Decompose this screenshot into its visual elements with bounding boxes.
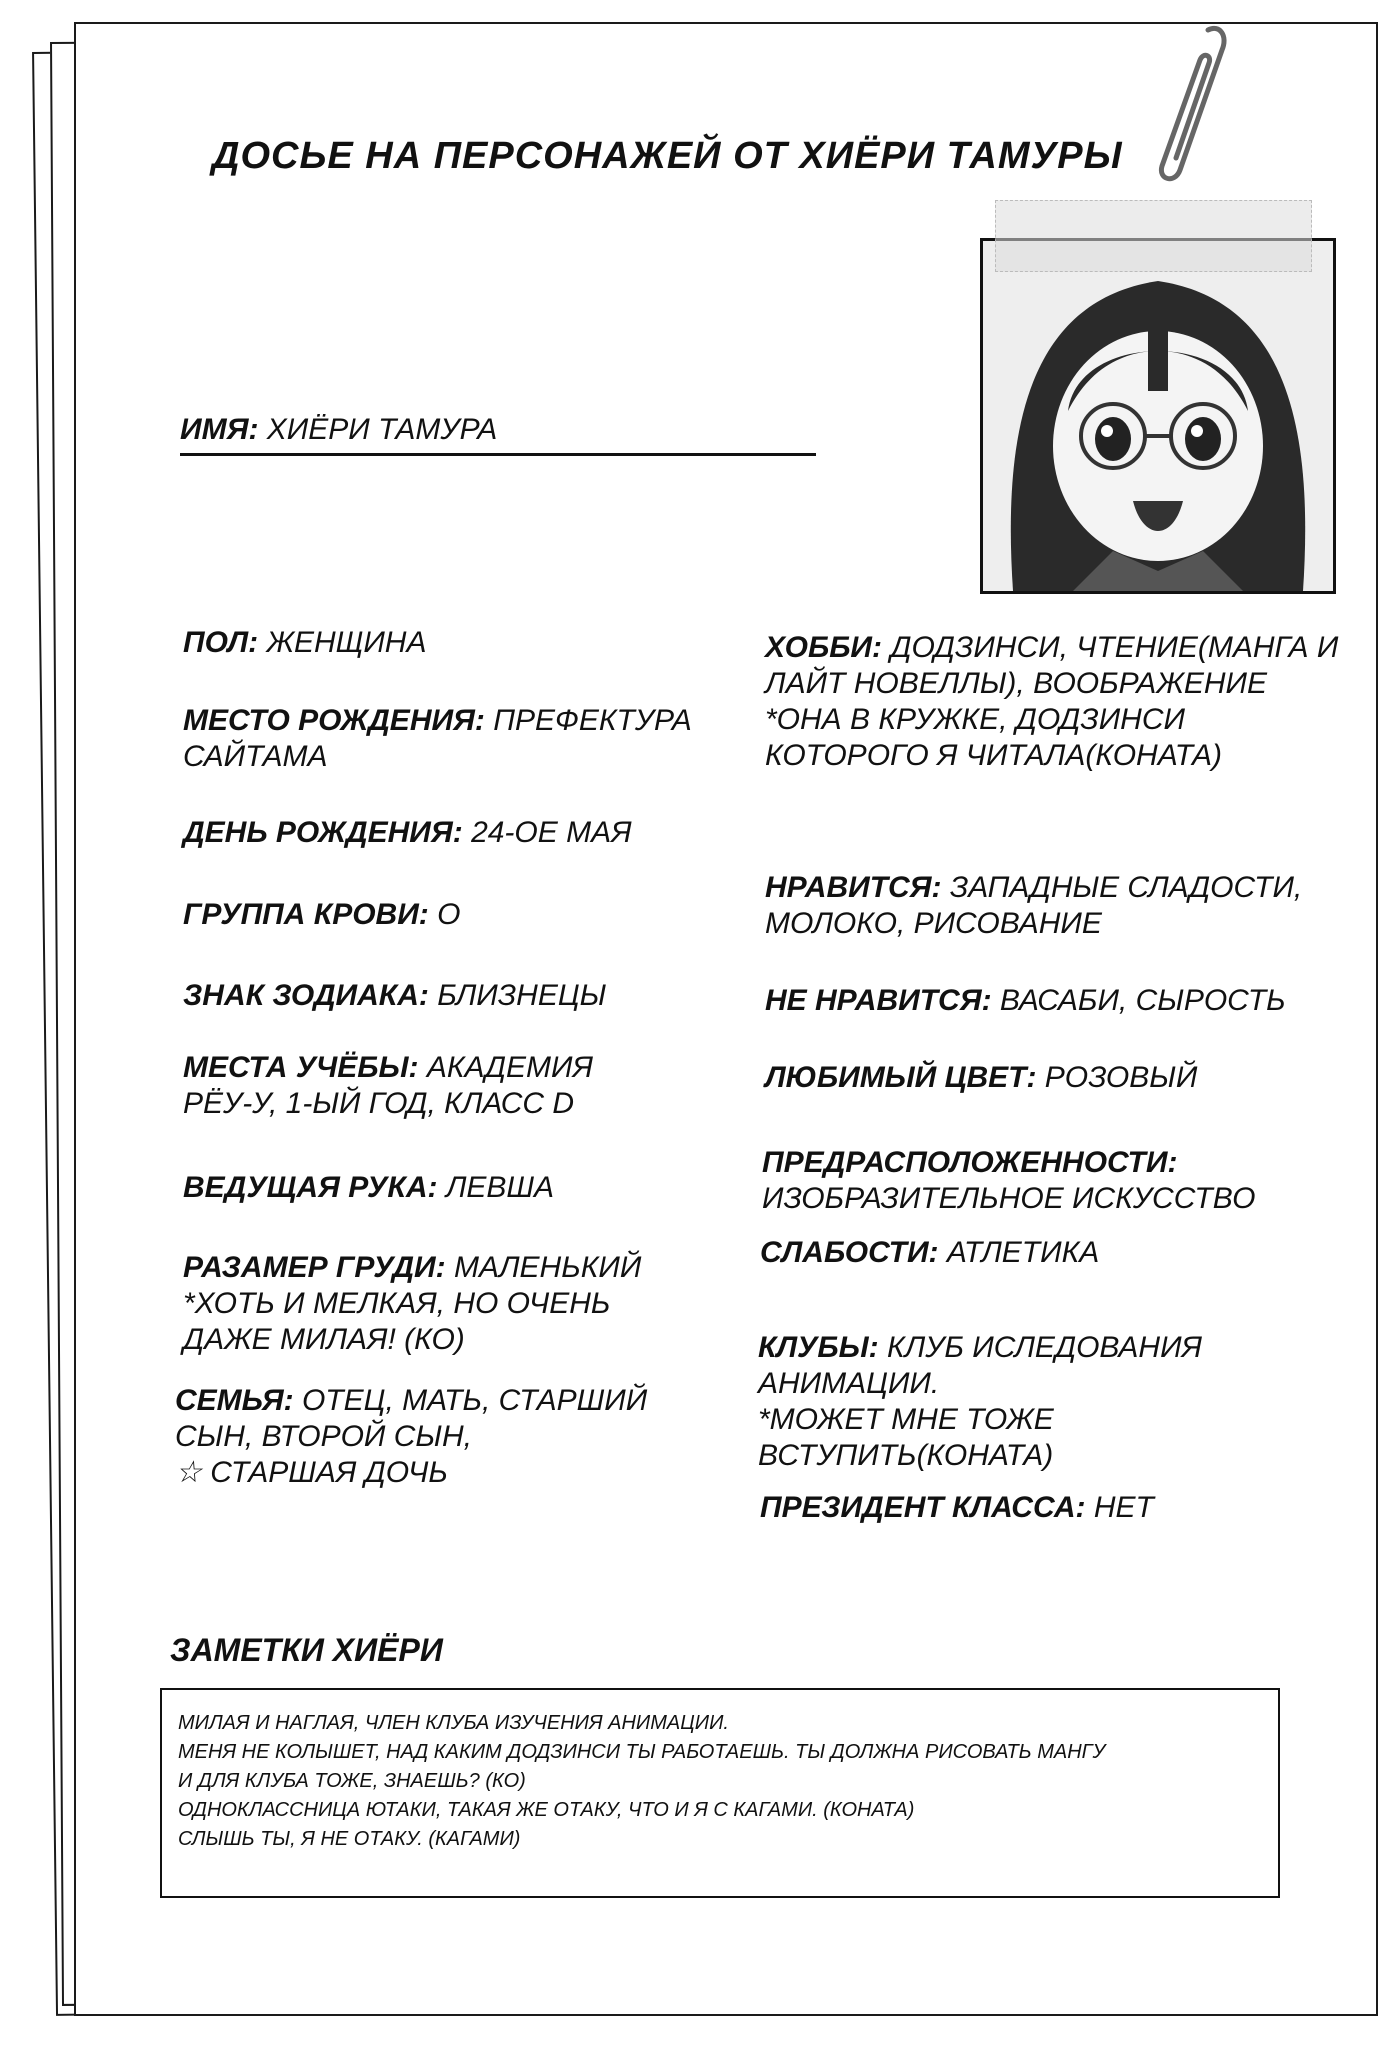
- field-birthplace: МЕСТО РОЖДЕНИЯ: ПРЕФЕКТУРА САЙТАМА: [183, 704, 692, 773]
- field-predispositions: ПРЕДРАСПОЛОЖЕННОСТИ: ИЗОБРАЗИТЕЛЬНОЕ ИСКУССТВО: [762, 1146, 1256, 1215]
- field-chest-size: РАЗАМЕР ГРУДИ: МАЛЕНЬКИЙ *ХОТЬ И МЕЛКАЯ, НО ОЧЕНЬ ДАЖЕ МИЛАЯ! (КО): [183, 1250, 703, 1358]
- field-favorite-color: ЛЮБИМЫЙ ЦВЕТ: РОЗОВЫЙ: [765, 1061, 1198, 1094]
- field-note: *МОЖЕТ МНЕ ТОЖЕ ВСТУПИТЬ(КОНАТА): [758, 1403, 1054, 1472]
- notes-line: И ДЛЯ КЛУБА ТОЖЕ, ЗНАЕШЬ? (КО): [178, 1770, 526, 1792]
- field-gender: ПОЛ: ЖЕНЩИНА: [183, 626, 427, 659]
- field-zodiac: ЗНАК ЗОДИАКА: БЛИЗНЕЦЫ: [183, 979, 607, 1012]
- notes-line: ОДНОКЛАССНИЦА ЮТАКИ, ТАКАЯ ЖЕ ОТАКУ, ЧТО И Я С КАГАМИ. (КОНАТА): [178, 1799, 915, 1821]
- field-note: *ОНА В КРУЖКЕ, ДОДЗИНСИ КОТОРОГО Я ЧИТАЛА(КОНАТА): [765, 703, 1223, 772]
- name-field: [180, 413, 816, 456]
- field-note: *ХОТЬ И МЕЛКАЯ, НО ОЧЕНЬ ДАЖЕ МИЛАЯ! (КО): [183, 1287, 611, 1356]
- notes-box: [160, 1688, 1280, 1898]
- page-title: ДОСЬЕ НА ПЕРСОНАЖЕЙ ОТ ХИЁРИ ТАМУРЫ: [212, 135, 1123, 177]
- notes-line: МЕНЯ НЕ КОЛЫШЕТ, НАД КАКИМ ДОДЗИНСИ ТЫ РАБОТАЕШЬ. ТЫ ДОЛЖНА РИСОВАТЬ МАНГУ: [178, 1741, 1106, 1763]
- girl-with-glasses-icon: [983, 241, 1333, 591]
- notes-title: ЗАМЕТКИ ХИЁРИ: [170, 1632, 443, 1668]
- field-birthday: ДЕНЬ РОЖДЕНИЯ: 24-ОЕ МАЯ: [183, 816, 632, 849]
- name-label: ИМЯ:: [180, 413, 259, 446]
- field-note: ☆ СТАРШАЯ ДОЧЬ: [175, 1456, 448, 1489]
- field-dominant-hand: ВЕДУЩАЯ РУКА: ЛЕВША: [183, 1171, 555, 1204]
- field-family: СЕМЬЯ: ОТЕЦ, МАТЬ, СТАРШИЙ СЫН, ВТОРОЙ СЫН, ☆ СТАРШАЯ ДОЧЬ: [175, 1383, 685, 1491]
- field-school: МЕСТА УЧЁБЫ: АКАДЕМИЯ РЁУ-У, 1-ЫЙ ГОД, КЛАСС D: [183, 1051, 593, 1120]
- notes-line: СЛЫШЬ ТЫ, Я НЕ ОТАКУ. (КАГАМИ): [178, 1828, 521, 1850]
- field-likes: НРАВИТСЯ: ЗАПАДНЫЕ СЛАДОСТИ, МОЛОКО, РИСОВАНИЕ: [765, 871, 1303, 940]
- field-blood-type: ГРУППА КРОВИ: О: [183, 898, 461, 931]
- field-weaknesses: СЛАБОСТИ: АТЛЕТИКА: [760, 1236, 1100, 1269]
- paperclip-icon: [1150, 20, 1230, 190]
- character-portrait: [980, 238, 1336, 594]
- name-value: ХИЁРИ ТАМУРА: [266, 413, 498, 446]
- field-clubs: КЛУБЫ: КЛУБ ИСЛЕДОВАНИЯ АНИМАЦИИ. *МОЖЕТ МНЕ ТОЖЕ ВСТУПИТЬ(КОНАТА): [758, 1330, 1318, 1474]
- tape-strip: [995, 200, 1312, 272]
- field-class-president: ПРЕЗИДЕНТ КЛАССА: НЕТ: [760, 1491, 1154, 1524]
- field-hobbies: ХОББИ: ДОДЗИНСИ, ЧТЕНИЕ(МАНГА И ЛАЙТ НОВЕЛЛЫ), ВООБРАЖЕНИЕ *ОНА В КРУЖКЕ, ДОДЗИНСИ КОТОРОГО Я ЧИТАЛА(КОНАТА): [765, 630, 1345, 774]
- notes-line: МИЛАЯ И НАГЛАЯ, ЧЛЕН КЛУБА ИЗУЧЕНИЯ АНИМАЦИИ.: [178, 1712, 729, 1734]
- field-dislikes: НЕ НРАВИТСЯ: ВАСАБИ, СЫРОСТЬ: [765, 984, 1286, 1017]
